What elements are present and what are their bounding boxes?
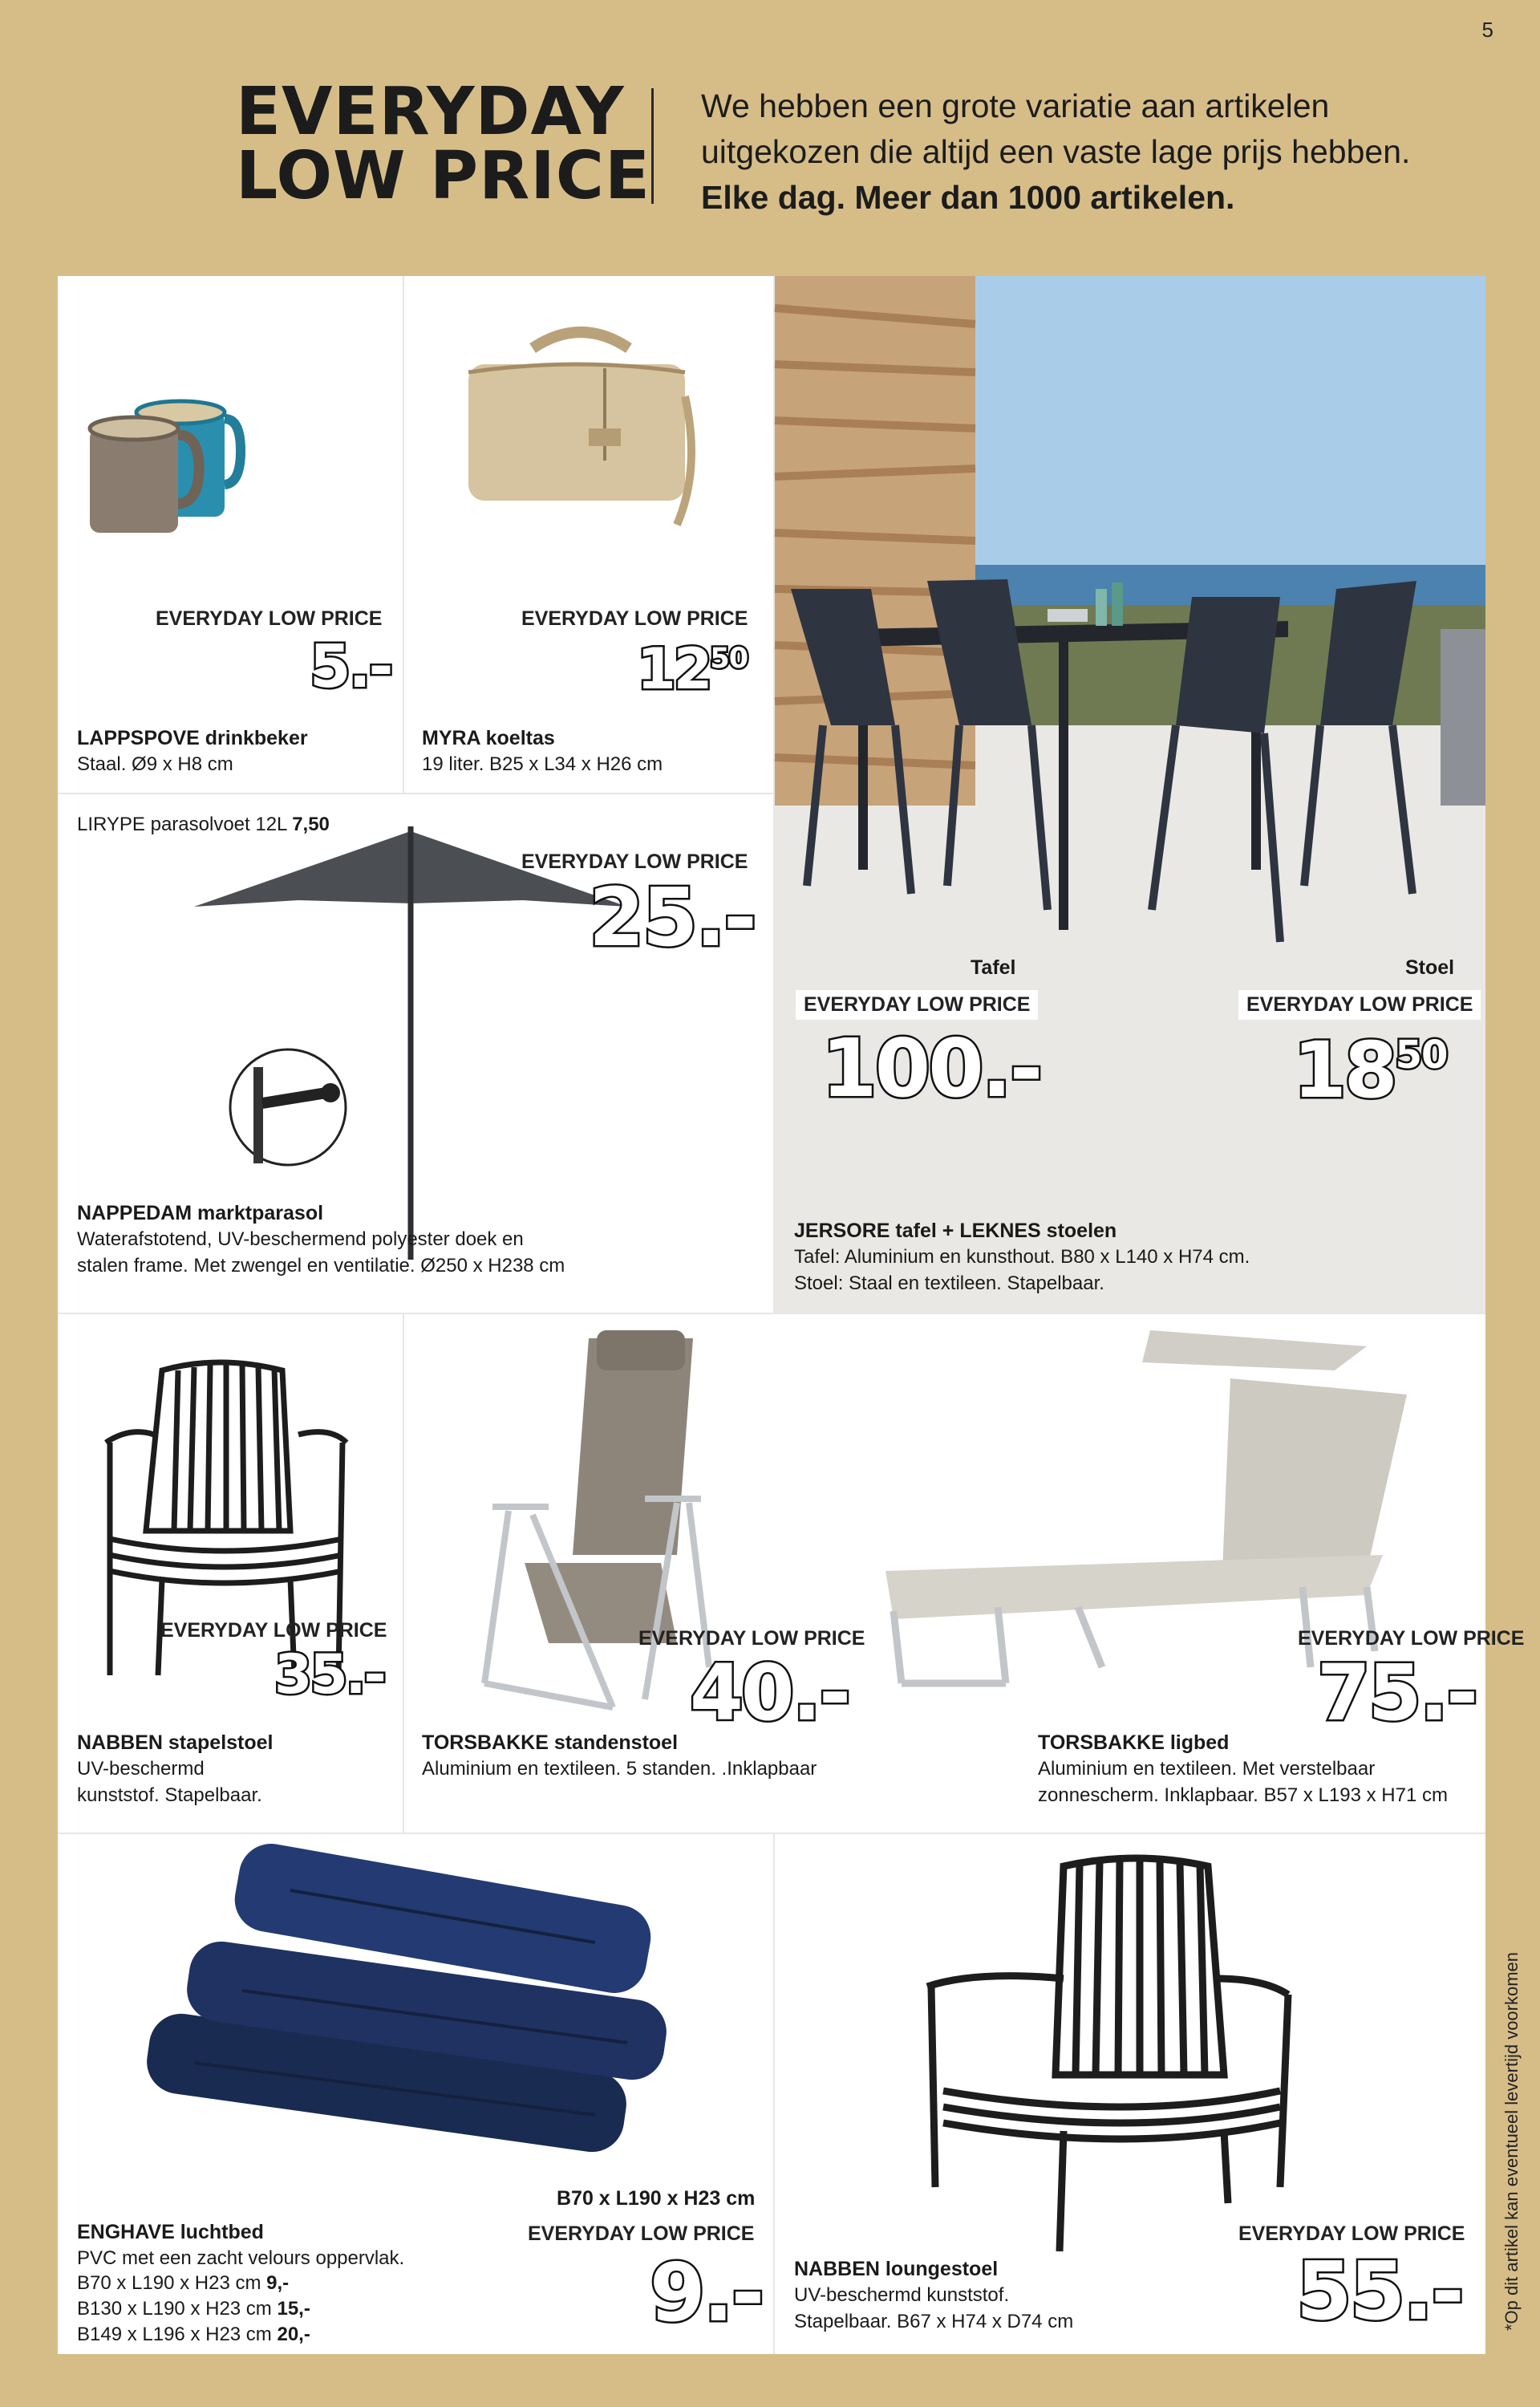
airbed-variant-size: B149 x L196 x H23 cm (77, 2324, 272, 2345)
airbed-desc: PVC met een zacht velours oppervlak. (77, 2247, 405, 2269)
stack-chair-name: NABBEN stapelstoel (77, 1731, 274, 1754)
airbed-variant (77, 2298, 310, 2320)
lounger-badge: EVERYDAY LOW PRICE (1298, 1627, 1525, 1650)
hero-text (701, 83, 1410, 221)
airbed-variant (77, 2272, 289, 2295)
stack-chair-badge: EVERYDAY LOW PRICE (160, 1619, 387, 1642)
cooler-price (637, 636, 748, 702)
parasol-desc: Waterafstotend, UV-beschermend polyester doek en stalen frame. Met zwengel en ventilatie. Ø250 x H238 cm (77, 1228, 565, 1277)
airbed-price: 9.- (650, 2246, 763, 2340)
lounger-desc: Aluminium en textileen. Met verstelbaar zonnescherm. Inklapbaar. B57 x L193 x H71 cm (1038, 1758, 1448, 1806)
parasol-extra-price: 7,50 (292, 814, 330, 835)
dining-scene-image (775, 276, 1485, 1313)
folding-chair-desc: Aluminium en textileen. 5 standen. .Inklapbaar (422, 1758, 817, 1780)
hero-text-line2: uitgekozen die altijd een vaste lage prijs hebben. (701, 133, 1411, 170)
product-card-stack-chair[interactable] (58, 1314, 403, 1833)
airbed-variant-price: 20,- (277, 2324, 310, 2345)
parasol-image (186, 826, 635, 1260)
lounge-chair-image (919, 1850, 1336, 2267)
parasol-extra-label: LIRYPE parasolvoet 12L (77, 814, 287, 835)
product-card-mugs[interactable] (58, 276, 403, 793)
stack-chair-desc: UV-beschermd kunststof. Stapelbaar. (77, 1758, 262, 1806)
lounge-chair-name: NABBEN loungestoel (794, 2258, 999, 2280)
stack-chair-price: 35.- (274, 1643, 384, 1707)
product-card-dining[interactable] (775, 276, 1485, 1313)
folding-chair-price: 40.- (690, 1648, 849, 1738)
lounge-chair-price: 55.- (1296, 2244, 1462, 2338)
product-card-airbed[interactable] (58, 1834, 773, 2354)
folding-chair-name: TORSBAKKE standenstoel (422, 1731, 679, 1754)
lounger-price: 75.- (1317, 1648, 1476, 1738)
cooler-badge: EVERYDAY LOW PRICE (521, 607, 748, 630)
cooler-name: MYRA koeltas (422, 727, 555, 749)
footnote: *Op dit artikel kan eventueel levertijd voorkomen (1502, 1951, 1522, 2331)
lounge-chair-badge: EVERYDAY LOW PRICE (1238, 2222, 1465, 2245)
dining-table-label: Tafel (971, 956, 1016, 979)
dining-chair-badge: EVERYDAY LOW PRICE (1238, 990, 1481, 1020)
airbed-badge: EVERYDAY LOW PRICE (528, 2222, 755, 2245)
airbed-variant-price: 9,- (266, 2272, 290, 2294)
cooler-bag-image (452, 324, 709, 533)
hero-text-line1: We hebben een grote variatie aan artikelen (701, 87, 1330, 124)
dining-table-badge: EVERYDAY LOW PRICE (796, 990, 1038, 1020)
product-card-cooler[interactable] (404, 276, 773, 793)
lounge-chair-desc: UV-beschermd kunststof. Stapelbaar. B67 x H74 x D74 cm (794, 2284, 1074, 2332)
product-card-folding[interactable] (404, 1314, 1525, 1833)
dining-chair-price (1293, 1025, 1448, 1115)
folding-chair-badge: EVERYDAY LOW PRICE (638, 1627, 865, 1650)
cooler-price-main: 12 (637, 636, 711, 702)
dining-desc: Tafel: Aluminium en kunsthout. B80 x L140 x H74 cm. Stoel: Staal en textileen. Stapelbaar. (794, 1246, 1250, 1294)
hero-title-line1: EVERYDAY (236, 74, 625, 150)
airbed-variant (77, 2324, 310, 2346)
airbed-variant-price: 15,- (277, 2298, 310, 2320)
hero-title-line2: LOW PRICE (236, 138, 650, 214)
cooler-desc: 19 liter. B25 x L34 x H26 cm (422, 753, 663, 775)
mugs-image (82, 388, 371, 541)
product-card-lounge-chair[interactable] (775, 1834, 1485, 2354)
mugs-badge: EVERYDAY LOW PRICE (156, 607, 383, 630)
airbed-image (114, 1850, 675, 2187)
cooler-price-cents: 50 (710, 642, 748, 675)
hero-text-line3: Elke dag. Meer dan 1000 artikelen. (701, 179, 1235, 216)
parasol-badge: EVERYDAY LOW PRICE (521, 850, 748, 873)
parasol-price: 25.- (589, 871, 755, 964)
hero-divider (651, 88, 654, 204)
mugs-price: 5.- (310, 632, 391, 701)
lounger-name: TORSBAKKE ligbed (1038, 1731, 1230, 1754)
parasol-name: NAPPEDAM marktparasol (77, 1202, 324, 1224)
mugs-name: LAPPSPOVE drinkbeker (77, 727, 308, 749)
dining-chair-label: Stoel (1405, 956, 1455, 979)
airbed-variant-size: B70 x L190 x H23 cm (77, 2272, 261, 2294)
airbed-size-label: B70 x L190 x H23 cm (557, 2187, 756, 2210)
airbed-name: ENGHAVE luchtbed (77, 2221, 264, 2243)
dining-table-price: 100.- (821, 1021, 1041, 1115)
airbed-variant-size: B130 x L190 x H23 cm (77, 2298, 272, 2320)
dining-chair-price-cents: 50 (1395, 1033, 1448, 1078)
product-card-parasol[interactable] (58, 794, 773, 1313)
page-number: 5 (1481, 18, 1493, 42)
dining-name: JERSORE tafel + LEKNES stoelen (794, 1220, 1117, 1242)
dining-chair-price-main: 18 (1293, 1025, 1396, 1115)
mugs-desc: Staal. Ø9 x H8 cm (77, 753, 233, 775)
hero-title (236, 74, 650, 214)
